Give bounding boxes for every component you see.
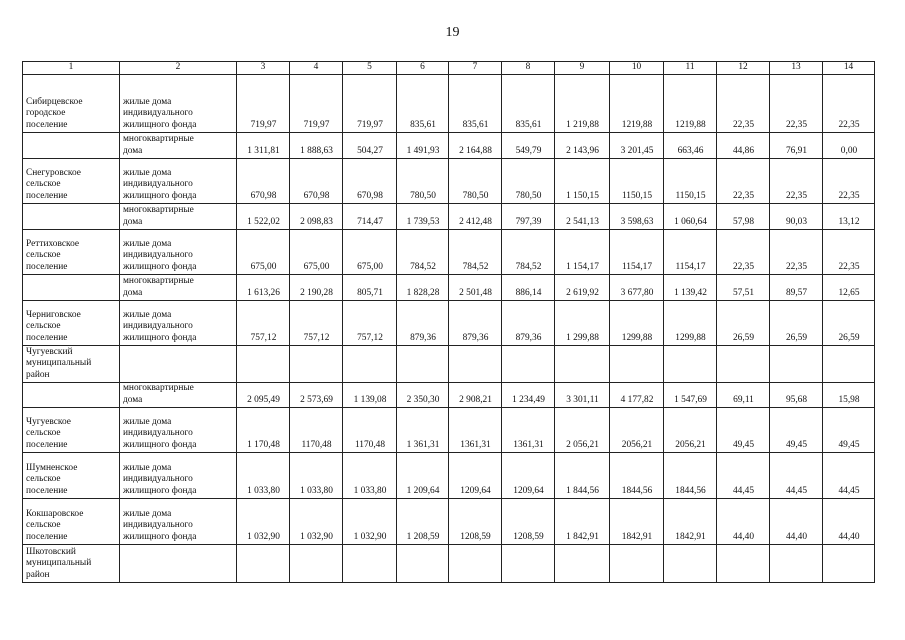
value-cell: 1208,59 (449, 499, 502, 545)
housing-type-line: жилищного фонда (123, 261, 197, 272)
housing-type-line: индивидуального (123, 428, 193, 438)
value-cell: 22,35 (770, 159, 823, 204)
value-cell: 2 143,96 (555, 133, 610, 159)
settlement-name-cell (23, 383, 120, 408)
value-cell: 89,57 (770, 275, 823, 301)
value-cell: 835,61 (449, 75, 502, 133)
value-cell: 780,50 (449, 159, 502, 204)
housing-type-cell (120, 301, 237, 346)
value-cell: 757,12 (290, 301, 343, 346)
value-cell (823, 346, 875, 383)
value-cell: 1 522,02 (237, 204, 290, 230)
settlement-name-line: Реттиховское (26, 238, 80, 249)
value-cell: 714,47 (343, 204, 397, 230)
value-cell: 1 032,90 (290, 499, 343, 545)
value-cell: 504,27 (343, 133, 397, 159)
housing-type-line: многоквартирные (123, 134, 194, 144)
housing-type-line: жилые дома (123, 416, 172, 427)
value-cell: 757,12 (237, 301, 290, 346)
header-cell: 6 (397, 62, 449, 75)
value-cell: 670,98 (343, 159, 397, 204)
value-cell: 2 541,13 (555, 204, 610, 230)
header-cell: 14 (823, 62, 875, 75)
housing-type-line: жилые дома (123, 96, 172, 107)
value-cell: 2 056,21 (555, 408, 610, 453)
settlement-name-cell (23, 346, 120, 383)
housing-type-line: дома (123, 287, 143, 298)
value-cell: 95,68 (770, 383, 823, 408)
value-cell: 2 619,92 (555, 275, 610, 301)
value-cell: 1219,88 (610, 75, 664, 133)
value-cell: 719,97 (237, 75, 290, 133)
value-cell: 879,36 (502, 301, 555, 346)
value-cell: 1 208,59 (397, 499, 449, 545)
value-cell: 879,36 (397, 301, 449, 346)
value-cell: 1 844,56 (555, 453, 610, 499)
settlement-name-line: городское (26, 108, 66, 118)
value-cell: 879,36 (449, 301, 502, 346)
value-cell (237, 545, 290, 583)
value-cell: 784,52 (449, 230, 502, 275)
housing-type-cell (120, 383, 237, 408)
housing-type-line: дома (123, 216, 143, 227)
value-cell: 784,52 (502, 230, 555, 275)
settlement-name-line: сельское (26, 179, 61, 189)
value-cell: 57,51 (717, 275, 770, 301)
value-cell: 2 350,30 (397, 383, 449, 408)
value-cell: 2 098,83 (290, 204, 343, 230)
value-cell: 22,35 (823, 159, 875, 204)
value-cell: 3 677,80 (610, 275, 664, 301)
table-row (23, 383, 875, 408)
settlement-name-cell (23, 499, 120, 545)
housing-type-cell (120, 133, 237, 159)
value-cell: 1842,91 (610, 499, 664, 545)
value-cell: 663,46 (664, 133, 717, 159)
settlement-name-line: Черниговское (26, 309, 81, 320)
value-cell (717, 346, 770, 383)
value-cell: 1 613,26 (237, 275, 290, 301)
settlement-name-line: Шкотовский (26, 546, 76, 557)
value-cell: 675,00 (343, 230, 397, 275)
settlement-name-cell (23, 453, 120, 499)
housing-type-line: жилищного фонда (123, 119, 197, 130)
header-cell: 2 (120, 62, 237, 75)
housing-type-cell (120, 159, 237, 204)
housing-type-cell (120, 453, 237, 499)
value-cell: 22,35 (717, 159, 770, 204)
settlement-name-line: поселение (26, 332, 68, 343)
settlement-name-line: район (26, 569, 50, 580)
value-cell: 1208,59 (502, 499, 555, 545)
header-row (23, 62, 875, 75)
value-cell: 22,35 (823, 75, 875, 133)
value-cell: 3 301,11 (555, 383, 610, 408)
value-cell: 90,03 (770, 204, 823, 230)
value-cell: 797,39 (502, 204, 555, 230)
value-cell: 1 361,31 (397, 408, 449, 453)
table-row (23, 159, 875, 204)
value-cell: 1 033,80 (290, 453, 343, 499)
value-cell: 1 032,90 (237, 499, 290, 545)
housing-type-line: индивидуального (123, 474, 193, 484)
table-row (23, 346, 875, 383)
value-cell: 0,00 (823, 133, 875, 159)
settlement-name-line: Кокшаровское (26, 508, 84, 519)
value-cell: 719,97 (290, 75, 343, 133)
value-cell: 26,59 (823, 301, 875, 346)
value-cell: 1 299,88 (555, 301, 610, 346)
settlement-name-cell (23, 275, 120, 301)
value-cell: 1 219,88 (555, 75, 610, 133)
settlement-name-line: Чугуевский (26, 346, 73, 357)
value-cell (502, 346, 555, 383)
housing-type-line: жилищного фонда (123, 531, 197, 542)
value-cell: 76,91 (770, 133, 823, 159)
settlement-name-line: Снегуровское (26, 167, 81, 178)
value-cell: 805,71 (343, 275, 397, 301)
housing-type-line: жилые дома (123, 238, 172, 249)
value-cell: 1 154,17 (555, 230, 610, 275)
value-cell (823, 545, 875, 583)
housing-type-line: жилищного фонда (123, 190, 197, 201)
value-cell: 1 209,64 (397, 453, 449, 499)
header-cell: 3 (237, 62, 290, 75)
value-cell: 1 842,91 (555, 499, 610, 545)
value-cell: 22,35 (717, 75, 770, 133)
settlement-name-line: поселение (26, 439, 68, 450)
value-cell: 2 164,88 (449, 133, 502, 159)
housing-type-cell (120, 408, 237, 453)
housing-type-cell (120, 75, 237, 133)
value-cell: 835,61 (397, 75, 449, 133)
value-cell: 2 190,28 (290, 275, 343, 301)
value-cell: 1844,56 (610, 453, 664, 499)
settlement-name-line: сельское (26, 321, 61, 331)
settlement-name-cell (23, 159, 120, 204)
value-cell: 1219,88 (664, 75, 717, 133)
housing-type-line: индивидуального (123, 179, 193, 189)
value-cell: 1 139,42 (664, 275, 717, 301)
value-cell: 2 412,48 (449, 204, 502, 230)
page-number: 19 (445, 25, 460, 40)
value-cell: 12,65 (823, 275, 875, 301)
housing-type-line: индивидуального (123, 321, 193, 331)
value-cell: 1 032,90 (343, 499, 397, 545)
value-cell (237, 346, 290, 383)
table-row (23, 230, 875, 275)
housing-type-line: жилые дома (123, 462, 172, 473)
value-cell: 49,45 (823, 408, 875, 453)
value-cell: 49,45 (717, 408, 770, 453)
value-cell (343, 545, 397, 583)
value-cell: 49,45 (770, 408, 823, 453)
value-cell: 3 598,63 (610, 204, 664, 230)
housing-type-line: индивидуального (123, 520, 193, 530)
value-cell: 780,50 (397, 159, 449, 204)
value-cell: 2 095,49 (237, 383, 290, 408)
value-cell: 3 201,45 (610, 133, 664, 159)
header-cell: 12 (717, 62, 770, 75)
value-cell: 1 491,93 (397, 133, 449, 159)
value-cell: 2056,21 (610, 408, 664, 453)
value-cell: 1 888,63 (290, 133, 343, 159)
settlement-name-cell (23, 230, 120, 275)
value-cell: 1154,17 (664, 230, 717, 275)
table-row (23, 204, 875, 230)
value-cell: 44,45 (717, 453, 770, 499)
settlement-name-line: муниципальный (26, 558, 92, 568)
housing-type-line: жилые дома (123, 508, 172, 519)
value-cell: 1154,17 (610, 230, 664, 275)
table-row (23, 545, 875, 583)
housing-type-line: индивидуального (123, 108, 193, 118)
value-cell (449, 346, 502, 383)
settlement-name-line: поселение (26, 190, 68, 201)
value-cell: 44,86 (717, 133, 770, 159)
settlement-name-line: Сибирцевское (26, 96, 83, 107)
settlement-name-line: район (26, 369, 50, 380)
value-cell: 780,50 (502, 159, 555, 204)
settlement-name-cell (23, 133, 120, 159)
housing-type-cell (120, 275, 237, 301)
value-cell: 44,40 (770, 499, 823, 545)
housing-type-line: жилищного фонда (123, 332, 197, 343)
value-cell (502, 545, 555, 583)
header-cell: 9 (555, 62, 610, 75)
value-cell (449, 545, 502, 583)
value-cell: 26,59 (770, 301, 823, 346)
housing-type-cell (120, 545, 237, 583)
value-cell: 57,98 (717, 204, 770, 230)
table-row (23, 133, 875, 159)
value-cell (664, 545, 717, 583)
housing-type-cell (120, 499, 237, 545)
header-cell: 13 (770, 62, 823, 75)
settlement-name-line: поселение (26, 485, 68, 496)
settlement-name-cell (23, 301, 120, 346)
value-cell (717, 545, 770, 583)
value-cell: 675,00 (237, 230, 290, 275)
value-cell: 1844,56 (664, 453, 717, 499)
value-cell: 784,52 (397, 230, 449, 275)
value-cell: 1150,15 (664, 159, 717, 204)
housing-type-cell (120, 346, 237, 383)
table-row (23, 301, 875, 346)
value-cell: 886,14 (502, 275, 555, 301)
value-cell: 1 234,49 (502, 383, 555, 408)
housing-type-line: многоквартирные (123, 205, 194, 215)
settlement-name-line: сельское (26, 520, 61, 530)
value-cell: 2 908,21 (449, 383, 502, 408)
value-cell: 1 060,64 (664, 204, 717, 230)
housing-type-cell (120, 204, 237, 230)
value-cell (290, 346, 343, 383)
value-cell: 1209,64 (449, 453, 502, 499)
settlement-name-line: поселение (26, 531, 68, 542)
housing-type-line: многоквартирные (123, 276, 194, 286)
settlement-name-cell (23, 408, 120, 453)
housing-type-line: жилищного фонда (123, 485, 197, 496)
header-cell: 11 (664, 62, 717, 75)
settlement-name-line: сельское (26, 250, 61, 260)
header-cell: 10 (610, 62, 664, 75)
value-cell: 15,98 (823, 383, 875, 408)
value-cell (555, 346, 610, 383)
value-cell: 44,40 (717, 499, 770, 545)
header-cell: 5 (343, 62, 397, 75)
value-cell: 69,11 (717, 383, 770, 408)
value-cell: 1 033,80 (343, 453, 397, 499)
settlement-name-cell (23, 75, 120, 133)
value-cell: 2 501,48 (449, 275, 502, 301)
value-cell (397, 346, 449, 383)
housing-type-line: многоквартирные (123, 383, 194, 393)
settlement-name-line: муниципальный (26, 358, 92, 368)
value-cell: 1 828,28 (397, 275, 449, 301)
header-cell: 1 (23, 62, 120, 75)
value-cell: 1170,48 (343, 408, 397, 453)
value-cell: 1842,91 (664, 499, 717, 545)
value-cell: 1299,88 (664, 301, 717, 346)
header-cell: 8 (502, 62, 555, 75)
value-cell: 549,79 (502, 133, 555, 159)
value-cell: 2056,21 (664, 408, 717, 453)
table-row (23, 275, 875, 301)
value-cell (664, 346, 717, 383)
value-cell: 1 311,81 (237, 133, 290, 159)
settlement-name-line: поселение (26, 261, 68, 272)
value-cell: 670,98 (237, 159, 290, 204)
settlement-name-line: сельское (26, 428, 61, 438)
value-cell (343, 346, 397, 383)
value-cell: 1299,88 (610, 301, 664, 346)
value-cell (555, 545, 610, 583)
value-cell: 44,40 (823, 499, 875, 545)
housing-type-cell (120, 230, 237, 275)
settlement-name-line: поселение (26, 119, 68, 130)
value-cell (610, 346, 664, 383)
value-cell: 719,97 (343, 75, 397, 133)
value-cell (770, 346, 823, 383)
settlement-name-line: Шумненское (26, 462, 78, 473)
housing-type-line: дома (123, 145, 143, 156)
value-cell: 1361,31 (449, 408, 502, 453)
table-row (23, 75, 875, 133)
value-cell: 4 177,82 (610, 383, 664, 408)
value-cell (770, 545, 823, 583)
settlement-name-cell (23, 545, 120, 583)
value-cell: 1150,15 (610, 159, 664, 204)
value-cell (397, 545, 449, 583)
value-cell (610, 545, 664, 583)
value-cell: 1361,31 (502, 408, 555, 453)
value-cell: 13,12 (823, 204, 875, 230)
value-cell: 22,35 (717, 230, 770, 275)
header-cell: 4 (290, 62, 343, 75)
settlement-name-cell (23, 204, 120, 230)
housing-type-line: жилые дома (123, 309, 172, 320)
value-cell: 670,98 (290, 159, 343, 204)
housing-type-line: жилищного фонда (123, 439, 197, 450)
value-cell: 1 170,48 (237, 408, 290, 453)
value-cell: 22,35 (770, 230, 823, 275)
table-row (23, 499, 875, 545)
table-row (23, 453, 875, 499)
tariff-table (22, 61, 875, 583)
housing-type-line: дома (123, 394, 143, 405)
value-cell: 44,45 (823, 453, 875, 499)
value-cell: 1 739,53 (397, 204, 449, 230)
value-cell: 835,61 (502, 75, 555, 133)
value-cell: 1209,64 (502, 453, 555, 499)
value-cell: 44,45 (770, 453, 823, 499)
settlement-name-line: Чугуевское (26, 416, 71, 427)
value-cell: 22,35 (823, 230, 875, 275)
value-cell: 675,00 (290, 230, 343, 275)
table-row (23, 408, 875, 453)
settlement-name-line: сельское (26, 474, 61, 484)
value-cell: 1 150,15 (555, 159, 610, 204)
value-cell: 26,59 (717, 301, 770, 346)
value-cell: 757,12 (343, 301, 397, 346)
header-cell: 7 (449, 62, 502, 75)
value-cell (290, 545, 343, 583)
value-cell: 22,35 (770, 75, 823, 133)
value-cell: 1 033,80 (237, 453, 290, 499)
housing-type-line: жилые дома (123, 167, 172, 178)
value-cell: 1170,48 (290, 408, 343, 453)
value-cell: 1 139,08 (343, 383, 397, 408)
value-cell: 2 573,69 (290, 383, 343, 408)
value-cell: 1 547,69 (664, 383, 717, 408)
housing-type-line: индивидуального (123, 250, 193, 260)
